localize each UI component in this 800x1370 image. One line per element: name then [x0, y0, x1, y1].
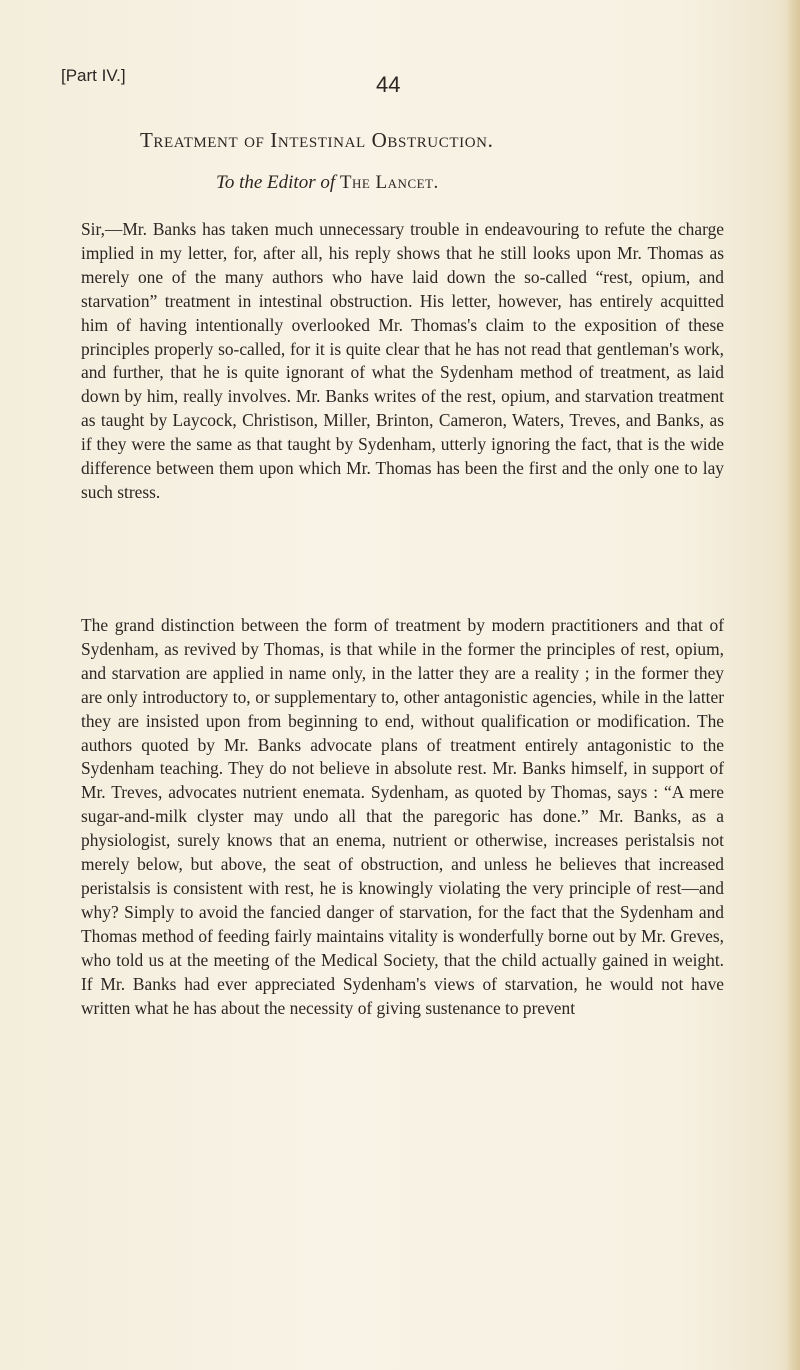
salutation: [216, 172, 616, 194]
journal-name: The Lancet.: [339, 172, 439, 193]
paragraph-1: Sir,—Mr. Banks has taken much unnecessary trouble in endeavouring to refute the charge implied in my letter, for, after all, his reply shows that he still looks upon Mr. Thomas as merely one of the many authors who have laid down the so-called “rest, opium, and starvation” treatment in intestinal obstruction. His letter, however, has entirely acquitted him of having intentionally overlooked Mr. Thomas's claim to the exposition of these principles properly so-called, for it is quite clear that he has not read that gentleman's work, and further, that he is quite ignorant of what the Sydenham method of treatment, as laid down by him, really involves. Mr. Banks writes of the rest, opium, and starvation treatment as taught by Laycock, Christison, Miller, Brinton, Cameron, Waters, Treves, and Banks, as if they were the same as that taught by Sydenham, utterly ignoring the fact, that is the wide difference between them upon which Mr. Thomas has been the first and the only one to lay such stress.: [81, 219, 724, 502]
article-title: Treatment of Intestinal Obstruction.: [140, 128, 494, 152]
page-edge-shadow: [786, 0, 800, 1370]
paragraph-2: The grand distinction between the form of treatment by modern practitioners and that of Sydenham, as revived by Thomas, is that while in the former the principles of rest, opium, and starvation are applied in name only, in the latter they are a reality ; in the former they are only introductory to, or supplementary to, other antagonistic agencies, while in the latter they are insisted upon from beginning to end, without qualification or modification. The authors quoted by Mr. Banks advocate plans of treatment entirely antagonistic to the Sydenham teaching. They do not believe in absolute rest. Mr. Banks himself, in support of Mr. Treves, advocates nutrient enemata. Sydenham, as quoted by Thomas, says : “A mere sugar-and-milk clyster may undo all that the paregoric has done.” Mr. Banks, as a physiologist, surely knows that an enema, nutrient or otherwise, increases peristalsis not merely below, but above, the seat of obstruction, and unless he believes that increased peristalsis is consistent with rest, he is knowingly violating the very principle of rest—and why? Simply to avoid the fancied danger of starvation, for the fact that the Sydenham and Thomas method of feeding fairly maintains vitality is wonderfully borne out by Mr. Greves, who told us at the meeting of the Medical Society, that the child actually gained in weight. If Mr. Banks had ever appreciated Sydenham's views of starvation, he would not have written what he has about the necessity of giving sustenance to prevent: [81, 615, 724, 1018]
page-number: 44: [376, 72, 401, 97]
running-head: [Part IV.]: [61, 66, 126, 85]
salutation-prefix: To the Editor of: [216, 172, 336, 193]
